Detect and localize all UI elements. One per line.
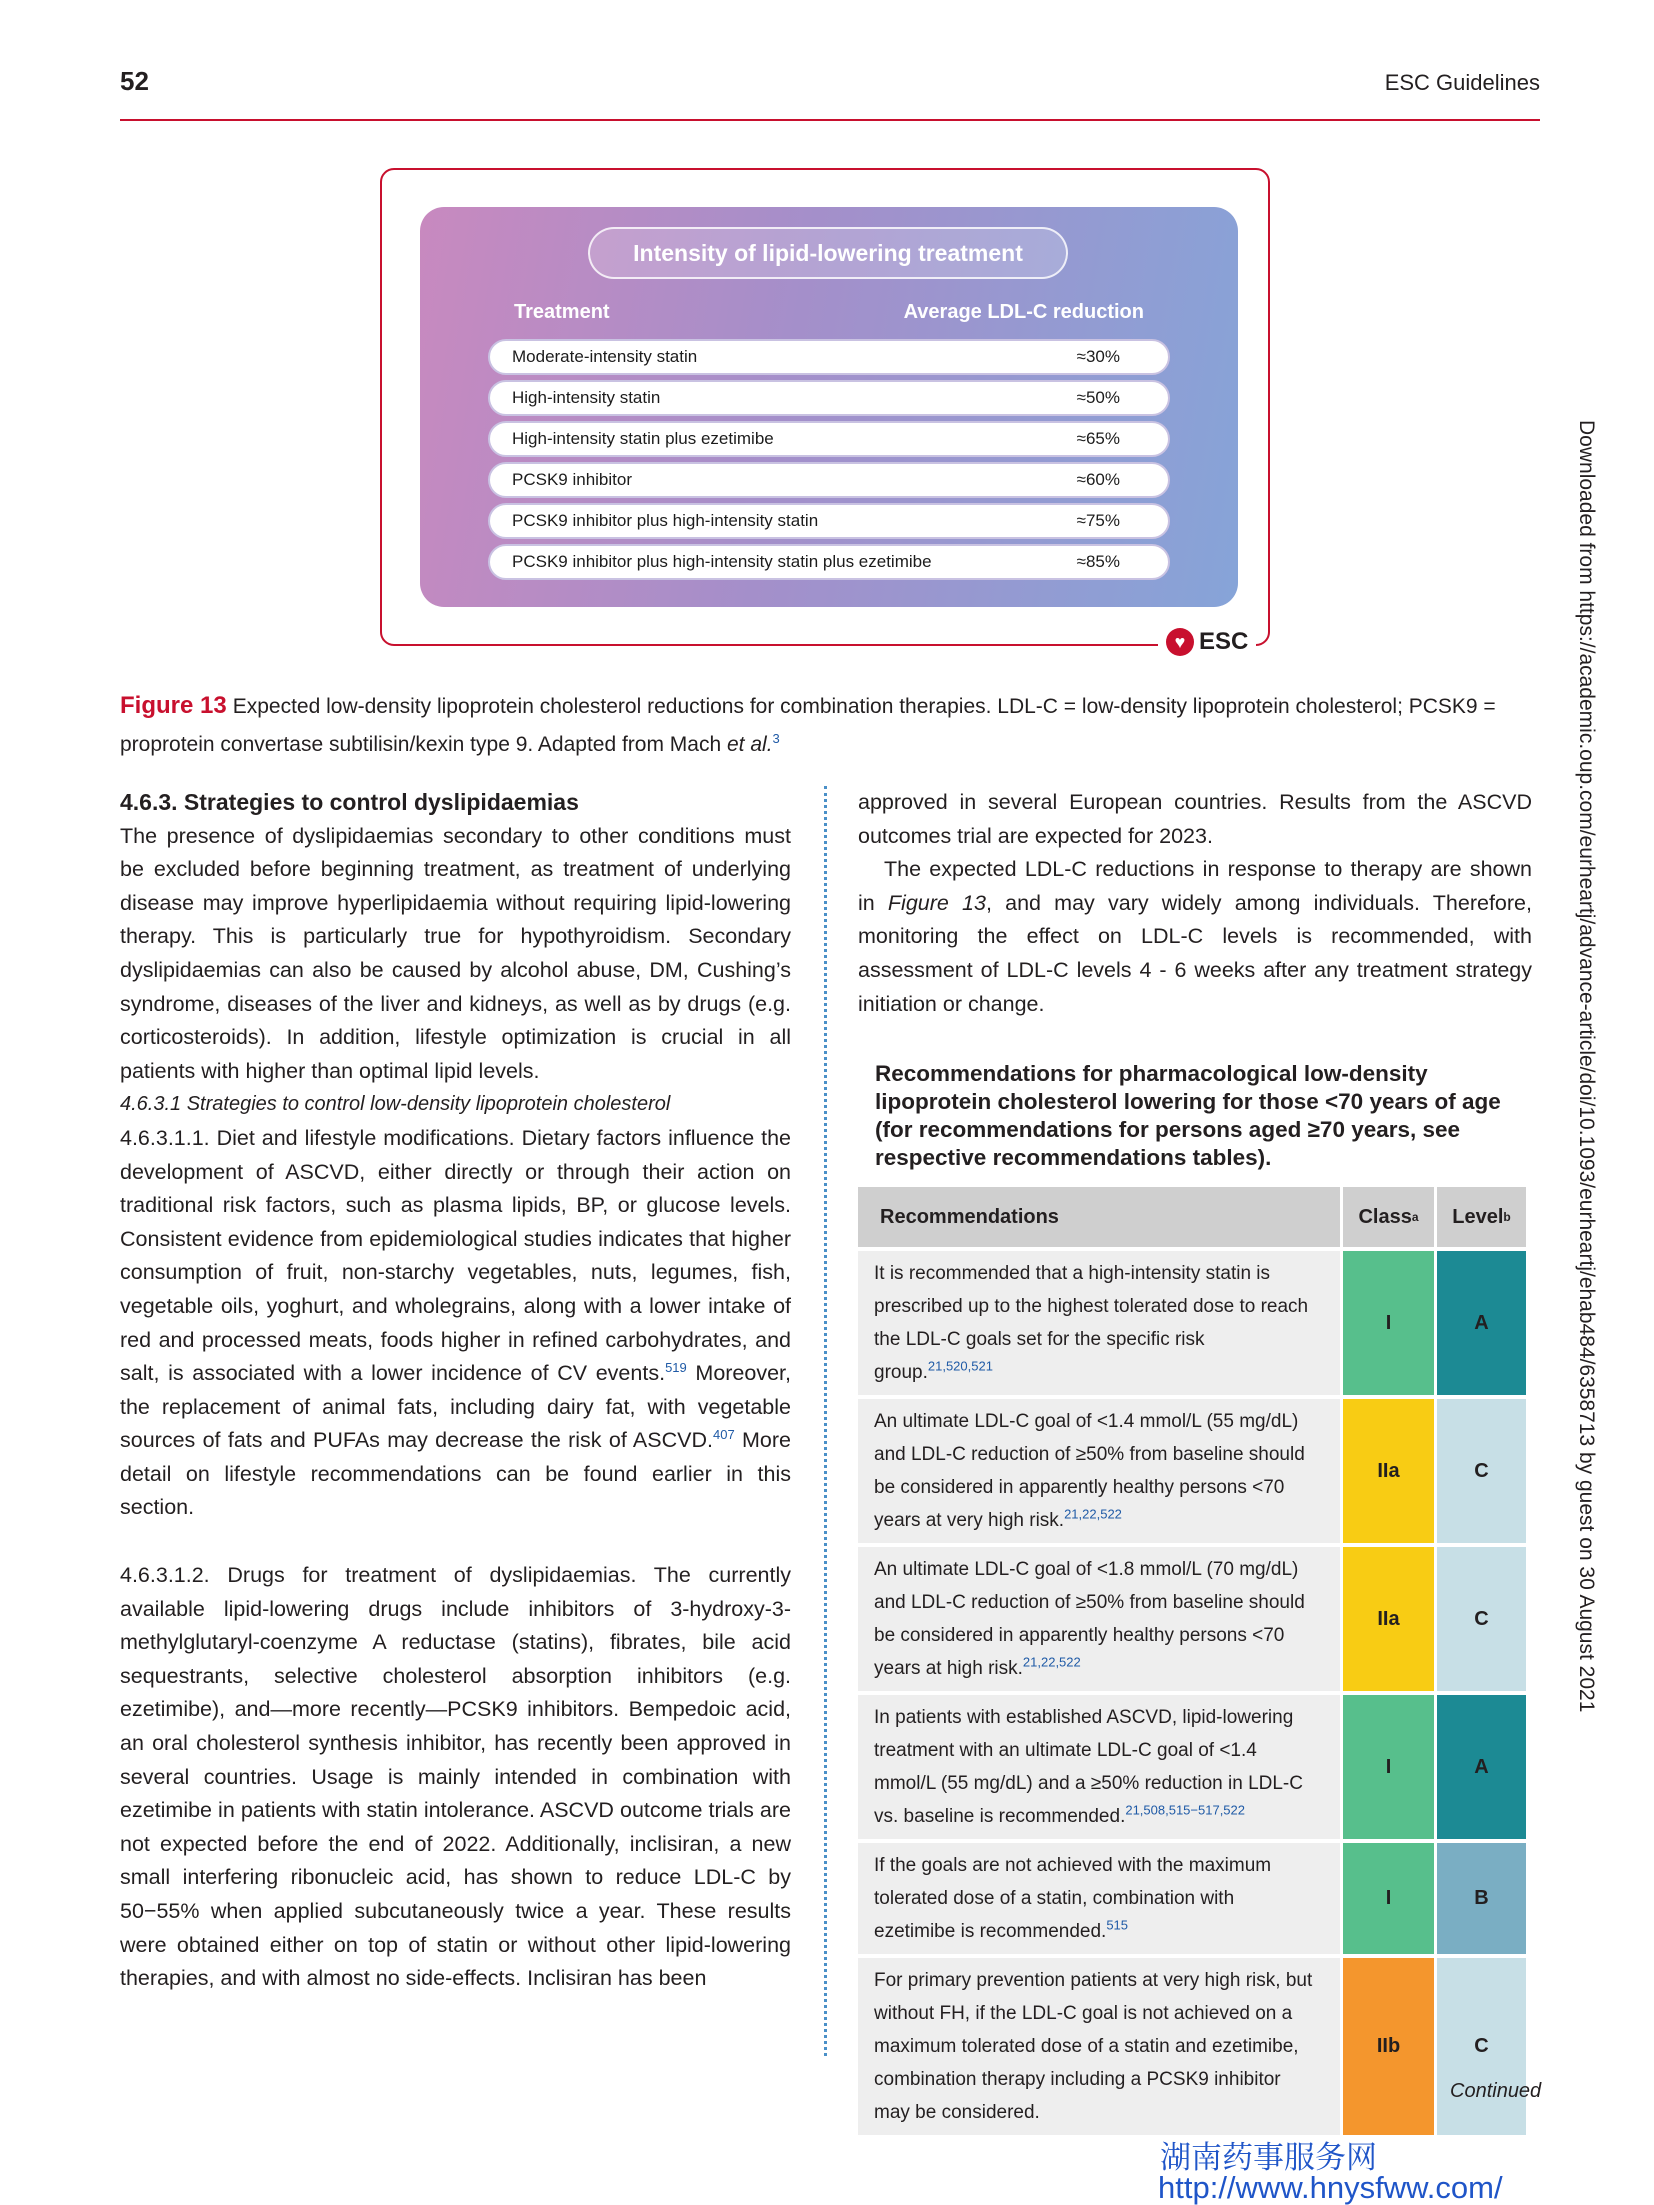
running-head: ESC Guidelines	[1384, 70, 1540, 95]
recommendations-table	[858, 1187, 1526, 2139]
header-level-label: Level	[1452, 1205, 1504, 1228]
paragraph-text: , and may vary widely among individuals. Therefore, monitoring the effect on LDL-C levels is recommended, with assessment of LDL-C levels 4 - 6 weeks after any treatment strategy initiation or change.	[858, 890, 1532, 1016]
figure-row-reduction: ≈75%	[1076, 511, 1120, 530]
recommendation-body: In patients with established ASCVD, lipid-lowering treatment with an ultimate LDL-C goal of <1.4 mmol/L (55 mg/dL) and a ≥50% reduction in LDL-C vs. baseline is recommended.	[874, 1707, 1303, 1827]
table-row	[858, 1695, 1526, 1839]
table-row	[858, 1251, 1526, 1395]
header-class-sup: a	[1411, 1210, 1419, 1224]
level-cell: C	[1434, 1399, 1526, 1543]
figure-caption	[120, 690, 1540, 761]
citation-ref[interactable]: 519	[665, 1359, 687, 1375]
left-column	[120, 786, 791, 1996]
recommendation-text	[858, 1695, 1340, 1839]
recommendations-title: Recommendations for pharmacological low-density lipoprotein cholesterol lowering for those <70 years of age (for recommendations for persons aged ≥70 years, see respective recommendations tables).	[875, 1061, 1501, 1170]
caption-etal: et al.	[727, 733, 773, 756]
figure-link[interactable]: Figure 13	[887, 890, 986, 915]
class-cell: IIa	[1340, 1547, 1434, 1691]
table-row	[858, 1958, 1526, 2135]
citation-ref[interactable]: 21,22,522	[1064, 1506, 1122, 1522]
level-cell: C	[1434, 1958, 1526, 2135]
right-column	[858, 786, 1532, 1021]
subsection-heading: 4.6.3.1 Strategies to control low-density lipoprotein cholesterol	[120, 1093, 671, 1116]
header-rule	[120, 119, 1540, 121]
figure-row-reduction: ≈85%	[1076, 552, 1120, 571]
figure-row-treatment: PCSK9 inhibitor	[512, 470, 633, 489]
figure-rows	[488, 339, 1170, 585]
paragraph-gap	[120, 1525, 791, 1559]
figure-row	[488, 462, 1170, 498]
continued-label: Continued	[1450, 2080, 1542, 2102]
figure-row-treatment: PCSK9 inhibitor plus high-intensity statin	[512, 511, 819, 530]
caption-text: Expected low-density lipoprotein cholesterol reductions for combination therapies. LDL-C = low-density lipoprotein cholesterol; PCSK9 = proprotein convertase subtilisin/kexin type 9. Adapted from Mach	[120, 695, 1496, 756]
recommendation-text	[858, 1547, 1340, 1691]
paragraph-text: More detail on lifestyle recommendations can be found earlier in this section.	[120, 1428, 791, 1520]
paragraph: approved in several European countries. Results from the ASCVD outcomes trial are expected for 2023.	[858, 790, 1532, 848]
figure-row	[488, 380, 1170, 416]
header-level	[1434, 1187, 1526, 1247]
figure-row	[488, 544, 1170, 580]
paragraph: The presence of dyslipidaemias secondary to other conditions must be excluded before beginning treatment, as treatment of underlying disease may improve hyperlipidaemia without requiring lipid-lowering therapy. This is particularly true for hypothyroidism. Secondary dyslipidaemias can also be caused by alcohol abuse, DM, Cushing’s syndrome, diseases of the liver and kidneys, as well as by drugs (e.g. corticosteroids). In addition, lifestyle optimization is crucial in all patients with higher than optimal lipid levels.	[120, 823, 791, 1083]
figure-row-reduction: ≈30%	[1076, 347, 1120, 366]
citation-ref[interactable]: 21,22,522	[1022, 1654, 1081, 1670]
header-recommendations: Recommendations	[880, 1205, 1059, 1228]
citation-ref[interactable]: 21,520,521	[927, 1358, 993, 1374]
class-cell: I	[1340, 1843, 1434, 1954]
figure-title: Intensity of lipid-lowering treatment	[588, 227, 1068, 279]
figure-row-reduction: ≈65%	[1076, 429, 1120, 448]
recommendation-body: If the goals are not achieved with the maximum tolerated dose of a statin, combination with ezetimibe is recommended.	[874, 1855, 1272, 1942]
recommendation-text	[858, 1399, 1340, 1543]
watermark-site-name: 湖南药事服务网	[1160, 2140, 1377, 2176]
figure-row-treatment: High-intensity statin	[512, 388, 661, 407]
figure-row-reduction: ≈60%	[1076, 470, 1120, 489]
citation-ref[interactable]: 515	[1106, 1917, 1129, 1933]
class-cell: IIb	[1340, 1958, 1434, 2135]
level-cell: A	[1434, 1251, 1526, 1395]
table-row	[858, 1843, 1526, 1954]
figure-row	[488, 421, 1170, 457]
recommendation-body: It is recommended that a high-intensity statin is prescribed up to the highest tolerated dose to reach the LDL-C goals set for the specific risk group.	[874, 1263, 1309, 1383]
header-class-label: Class	[1358, 1205, 1412, 1228]
paragraph-text: The expected LDL-C reductions in response to therapy are shown in	[858, 857, 1532, 915]
download-note: Downloaded from https://academic.oup.com/eurheartj/advance-article/doi/10.1093/eurheartj/ehab484/6358713 by guest on 30 August 2021	[1575, 420, 1598, 1713]
recommendation-text	[858, 1843, 1340, 1954]
paragraph-text: 4.6.3.1.1. Diet and lifestyle modifications. Dietary factors influence the development of ASCVD, either directly or through their action on traditional risk factors, such as plasma lipids, BP, or glucose levels. Consistent evidence from epidemiological studies indicates that higher consumption of fruit, non-starchy vegetables, nuts, legumes, fish, vegetable oils, yoghurt, and wholegrains, along with a lower intake of red and processed meats, foods higher in refined carbohydrates, and salt, is associated with a lower incidence of CV events.	[120, 1125, 791, 1386]
figure-row	[488, 503, 1170, 539]
table-header	[858, 1187, 1526, 1247]
figure-row-treatment: PCSK9 inhibitor plus high-intensity statin plus ezetimibe	[512, 552, 932, 571]
header-class	[1340, 1187, 1434, 1247]
level-cell: C	[1434, 1547, 1526, 1691]
column-divider	[824, 786, 827, 2056]
paragraph-text: Moreover, the replacement of animal fats, including dairy fat, with vegetable sources of fats and PUFAs may decrease the risk of ASCVD.	[120, 1361, 792, 1453]
page-number: 52	[120, 66, 149, 96]
figure-row-treatment: Moderate-intensity statin	[512, 347, 698, 366]
figure-row-reduction: ≈50%	[1076, 388, 1120, 407]
paragraph: 4.6.3.1.2. Drugs for treatment of dyslipidaemias. The currently available lipid-lowering drugs include inhibitors of 3-hydroxy-3-methylglutaryl-coenzyme A reductase (statins), fibrates, bile acid sequestrants, selective cholesterol absorption inhibitors (e.g. ezetimibe), and—more recently—PCSK9 inhibitors. Bempedoic acid, an oral cholesterol synthesis inhibitor, has recently been approved in several countries. Usage is mainly intended in combination with ezetimibe in patients with statin intolerance. ASCVD outcome trials are not expected before the end of 2022. Additionally, inclisiran, a new small interfering ribonucleic acid, has shown to reduce LDL-C by 50−55% when applied subcutaneously twice a year. These results were obtained either on top of statin or without other lipid-lowering therapies, and with almost no side-effects. Inclisiran has been	[120, 1563, 791, 1991]
recommendation-text	[858, 1958, 1340, 2135]
caption-ref[interactable]: 3	[772, 731, 780, 746]
figure-panel	[420, 207, 1238, 607]
recommendation-text	[858, 1251, 1340, 1395]
header-level-sup: b	[1503, 1210, 1511, 1224]
figure-label: Figure 13	[120, 692, 227, 719]
figure-col-treatment: Treatment	[514, 301, 610, 323]
figure-row	[488, 339, 1170, 375]
recommendation-body: For primary prevention patients at very high risk, but without FH, if the LDL-C goal is not achieved on a maximum tolerated dose of a statin and ezetimibe, combination therapy including a PCSK9 inhibitor may be considered.	[874, 1970, 1313, 2123]
class-cell: I	[1340, 1695, 1434, 1839]
table-row	[858, 1547, 1526, 1691]
watermark-url[interactable]: http://www.hnysfww.com/	[1158, 2170, 1503, 2205]
section-heading: 4.6.3. Strategies to control dyslipidaemias	[120, 789, 579, 815]
paragraph	[858, 853, 1532, 1021]
level-cell: A	[1434, 1695, 1526, 1839]
level-cell: B	[1434, 1843, 1526, 1954]
esc-logo-text: ESC	[1199, 628, 1249, 655]
class-cell: I	[1340, 1251, 1434, 1395]
esc-logo	[1158, 628, 1256, 656]
citation-ref[interactable]: 407	[712, 1427, 735, 1443]
heart-icon: ♥	[1166, 628, 1194, 656]
recommendation-body: An ultimate LDL-C goal of <1.4 mmol/L (55 mg/dL) and LDL-C reduction of ≥50% from baseline should be considered in apparently healthy persons <70 years at very high risk.	[874, 1411, 1305, 1531]
citation-ref[interactable]: 21,508,515−517,522	[1125, 1802, 1245, 1818]
paragraph	[120, 1122, 791, 1525]
table-row	[858, 1399, 1526, 1543]
class-cell: IIa	[1340, 1399, 1434, 1543]
figure-col-reduction: Average LDL-C reduction	[903, 301, 1144, 323]
recommendation-body: An ultimate LDL-C goal of <1.8 mmol/L (70 mg/dL) and LDL-C reduction of ≥50% from baseline should be considered in apparently healthy persons <70 years at high risk.	[874, 1559, 1305, 1679]
figure-row-treatment: High-intensity statin plus ezetimibe	[512, 429, 774, 448]
